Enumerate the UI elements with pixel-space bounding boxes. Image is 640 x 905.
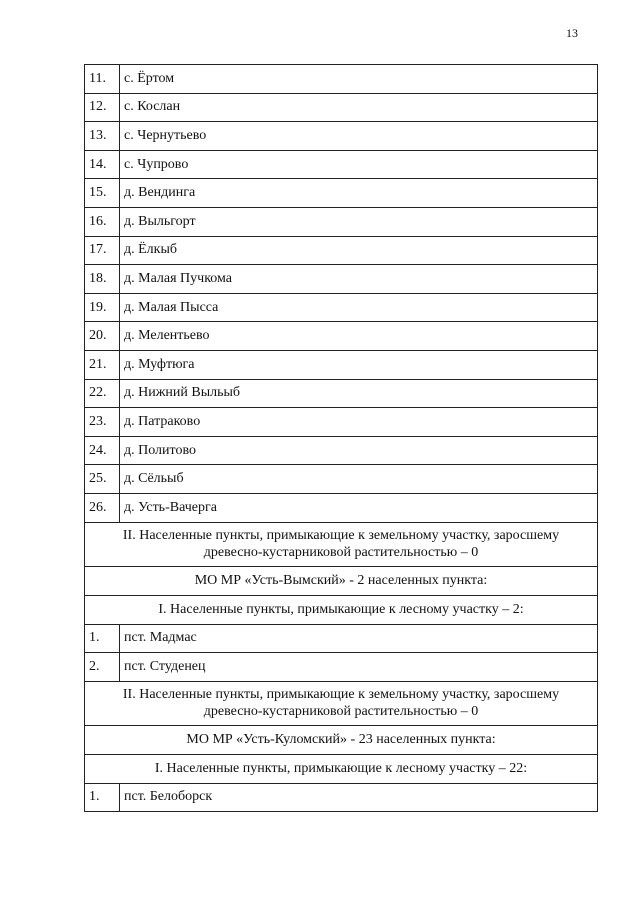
table-row — [85, 179, 598, 208]
settlement-name: д. Выльгорт — [120, 207, 598, 236]
section-ii-heading — [85, 522, 598, 566]
settlements-table — [84, 64, 598, 812]
row-number: 14. — [85, 150, 120, 179]
table-row — [85, 493, 598, 522]
section-row — [85, 681, 598, 725]
settlement-name: д. Ёлкыб — [120, 236, 598, 265]
table-row — [85, 207, 598, 236]
row-number: 2. — [85, 653, 120, 682]
row-number: 16. — [85, 207, 120, 236]
section-heading-line: древесно-кустарниковой растительностью – 0 — [203, 545, 479, 560]
section-row — [85, 566, 598, 595]
section-heading-line: II. Населенные пункты, примыкающие к земельному участку, заросшему — [122, 687, 560, 703]
municipality-heading: МО МР «Усть-Вымский» - 2 населенных пункта: — [85, 566, 598, 595]
table-row — [85, 783, 598, 812]
row-number: 12. — [85, 93, 120, 122]
row-number: 22. — [85, 379, 120, 408]
row-number: 21. — [85, 350, 120, 379]
settlement-name: с. Чернутьево — [120, 122, 598, 151]
section-i-heading: I. Населенные пункты, примыкающие к лесному участку – 22: — [85, 754, 598, 783]
row-number: 18. — [85, 265, 120, 294]
table-row — [85, 150, 598, 179]
section-ii-heading — [85, 681, 598, 725]
settlement-name: д. Политово — [120, 436, 598, 465]
row-number: 20. — [85, 322, 120, 351]
table-row — [85, 122, 598, 151]
settlement-name: д. Сёльыб — [120, 465, 598, 494]
municipality-heading: МО МР «Усть-Куломский» - 23 населенных пункта: — [85, 725, 598, 754]
row-number: 26. — [85, 493, 120, 522]
page-number: 13 — [566, 26, 578, 40]
table-row — [85, 322, 598, 351]
settlement-name: д. Мелентьево — [120, 322, 598, 351]
row-number: 17. — [85, 236, 120, 265]
table-row — [85, 379, 598, 408]
row-number: 19. — [85, 293, 120, 322]
table-row — [85, 236, 598, 265]
section-row — [85, 754, 598, 783]
row-number: 15. — [85, 179, 120, 208]
settlement-name: пст. Белоборск — [120, 783, 598, 812]
settlement-name: с. Чупрово — [120, 150, 598, 179]
row-number: 1. — [85, 624, 120, 653]
row-number: 1. — [85, 783, 120, 812]
section-row — [85, 522, 598, 566]
row-number: 13. — [85, 122, 120, 151]
settlement-name: д. Вендинга — [120, 179, 598, 208]
section-heading-line: II. Населенные пункты, примыкающие к земельному участку, заросшему — [122, 528, 560, 543]
table-row — [85, 350, 598, 379]
table-row — [85, 465, 598, 494]
table-row — [85, 408, 598, 437]
table-row — [85, 65, 598, 94]
settlement-name: д. Усть-Вачерга — [120, 493, 598, 522]
settlement-name: д. Малая Пысса — [120, 293, 598, 322]
settlement-name: с. Ёртом — [120, 65, 598, 94]
section-row — [85, 725, 598, 754]
table-row — [85, 293, 598, 322]
row-number: 23. — [85, 408, 120, 437]
settlement-name: д. Патраково — [120, 408, 598, 437]
row-number: 25. — [85, 465, 120, 494]
settlement-name: пст. Студенец — [120, 653, 598, 682]
table-row — [85, 93, 598, 122]
table-row — [85, 265, 598, 294]
table-row — [85, 436, 598, 465]
settlement-name: д. Малая Пучкома — [120, 265, 598, 294]
section-heading-line: древесно-кустарниковой растительностью – 0 — [203, 704, 479, 720]
row-number: 24. — [85, 436, 120, 465]
section-i-heading: I. Населенные пункты, примыкающие к лесному участку – 2: — [85, 595, 598, 624]
settlement-name: д. Муфтюга — [120, 350, 598, 379]
settlement-name: д. Нижний Выльыб — [120, 379, 598, 408]
table-body — [85, 65, 598, 812]
table-row — [85, 624, 598, 653]
settlement-name: пст. Мадмас — [120, 624, 598, 653]
section-row — [85, 595, 598, 624]
table-row — [85, 653, 598, 682]
row-number: 11. — [85, 65, 120, 94]
settlement-name: с. Кослан — [120, 93, 598, 122]
